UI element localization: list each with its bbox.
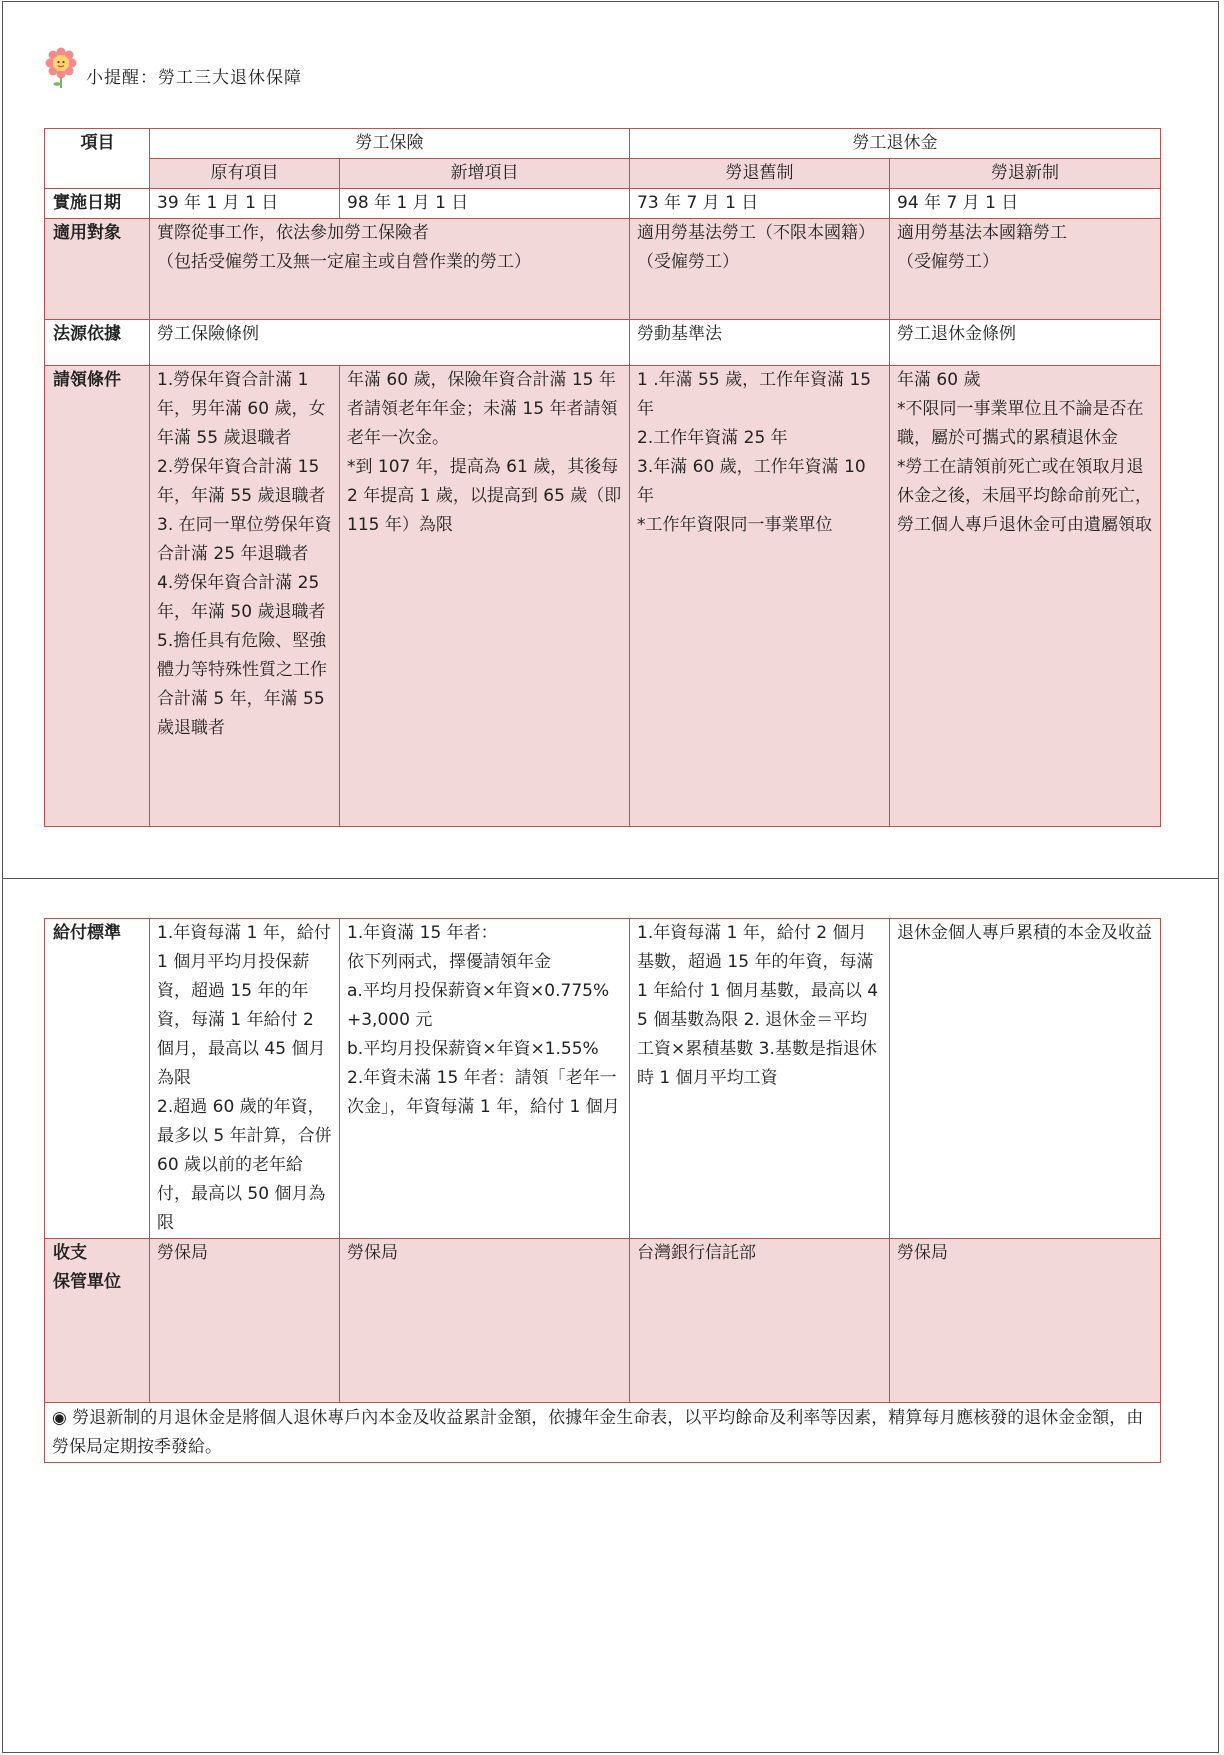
payment-cell-new-system: 退休金個人專戶累積的本金及收益 [890, 919, 1161, 1239]
condition-item: 年滿 60 歲，保險年資合計滿 15 年者請領老年年金；未滿 15 年者請領老年一次金。 [347, 370, 618, 448]
condition-item: *不限同一事業單位且不論是否在職，屬於可攜式的累積退休金 [897, 399, 1144, 448]
payment-item: 1.年資滿 15 年者： [347, 923, 498, 943]
payment-cell-old-system: 1.年資每滿 1 年，給付 2 個月基數，超過 15 年的年資，每滿 1 年給付 1 個月基數，最高以 45 個基數為限 2. 退休金＝平均工資×累積基數 3.基數是指退休時 1 個月平均工資 [630, 919, 890, 1239]
header-existing: 原有項目 [150, 159, 340, 189]
condition-item: 3. 在同一單位勞保年資合計滿 25 年退職者 [157, 515, 332, 564]
target-line: 適用勞基法本國籍勞工 [897, 223, 1067, 243]
condition-item: 1 .年滿 55 歲，工作年資滿 15 年 [637, 370, 872, 419]
target-cell-new [890, 219, 1161, 320]
date-cell: 39 年 1 月 1 日 [150, 189, 340, 219]
payment-cell-existing [150, 919, 340, 1239]
target-line: （受僱勞工） [637, 252, 739, 272]
target-line: 適用勞基法勞工（不限本國籍） [637, 223, 875, 243]
row-label-payment: 給付標準 [45, 919, 150, 1239]
target-cell-old [630, 219, 890, 320]
header-new: 新增項目 [340, 159, 630, 189]
payment-item: 2.超過 60 歲的年資，最多以 5 年計算，合併 60 歲以前的老年給付，最高以 50 個月為限 [157, 1097, 332, 1233]
condition-item: *工作年資限同一事業單位 [637, 515, 833, 535]
condition-item: 3.年滿 60 歲，工作年資滿 10 年 [637, 457, 866, 506]
date-cell: 94 年 7 月 1 日 [890, 189, 1161, 219]
row-label-custody [45, 1239, 150, 1403]
payment-item: b.平均月投保薪資×年資×1.55% [347, 1039, 599, 1059]
retirement-table-top [44, 128, 1161, 827]
custody-cell: 台灣銀行信託部 [630, 1239, 890, 1403]
header-item: 項目 [45, 129, 150, 189]
law-cell: 勞工保險條例 [150, 320, 630, 366]
target-line: （受僱勞工） [897, 252, 999, 272]
condition-cell-existing [150, 366, 340, 827]
law-cell: 勞動基準法 [630, 320, 890, 366]
condition-item: 2.勞保年資合計滿 15 年，年滿 55 歲退職者 [157, 457, 326, 506]
target-line: 實際從事工作，依法參加勞工保險者 [157, 223, 429, 243]
reminder-note [44, 46, 302, 90]
row-label-date: 實施日期 [45, 189, 150, 219]
condition-cell-old-system [630, 366, 890, 827]
custody-cell: 勞保局 [340, 1239, 630, 1403]
footnote: ◉ 勞退新制的月退休金是將個人退休專戶內本金及收益累計金額，依據年金生命表，以平均餘命及利率等因素，精算每月應核發的退休金金額，由勞保局定期按季發給。 [45, 1403, 1161, 1463]
condition-item: 2.工作年資滿 25 年 [637, 428, 788, 448]
custody-cell: 勞保局 [150, 1239, 340, 1403]
row-label-target: 適用對象 [45, 219, 150, 320]
condition-item: 4.勞保年資合計滿 25 年，年滿 50 歲退職者 [157, 573, 326, 622]
target-cell-insurance [150, 219, 630, 320]
row-label-condition: 請領條件 [45, 366, 150, 827]
date-cell: 98 年 1 月 1 日 [340, 189, 630, 219]
law-cell: 勞工退休金條例 [890, 320, 1161, 366]
condition-item: 年滿 60 歲 [897, 370, 981, 390]
payment-cell-new [340, 919, 630, 1239]
condition-item: 1.勞保年資合計滿 1 年，男年滿 60 歲，女年滿 55 歲退職者 [157, 370, 326, 448]
condition-item: 5.擔任具有危險、堅強體力等特殊性質之工作合計滿 5 年，年滿 55 歲退職者 [157, 631, 327, 738]
condition-cell-new [340, 366, 630, 827]
header-new-system: 勞退新制 [890, 159, 1161, 189]
payment-item: 1.年資每滿 1 年，給付 1 個月平均月投保薪資，超過 15 年的年資，每滿 1 年給付 2 個月，最高以 45 個月為限 [157, 923, 331, 1088]
reminder-title: 小提醒：勞工三大退休保障 [86, 67, 302, 88]
target-line: （包括受僱勞工及無一定雇主或自營作業的勞工） [157, 252, 531, 272]
row-label-law: 法源依據 [45, 320, 150, 366]
payment-item: 依下列兩式，擇優請領年金 [347, 952, 551, 972]
date-cell: 73 年 7 月 1 日 [630, 189, 890, 219]
custody-cell: 勞保局 [890, 1239, 1161, 1403]
condition-cell-new-system [890, 366, 1161, 827]
header-labor-pension: 勞工退休金 [630, 129, 1161, 159]
payment-item: 2.年資未滿 15 年者：請領「老年一次金」，年資每滿 1 年，給付 1 個月 [347, 1068, 620, 1117]
header-labor-insurance: 勞工保險 [150, 129, 630, 159]
condition-item: *到 107 年，提高為 61 歲，其後每 2 年提高 1 歲，以提高到 65 歲（即 115 年）為限 [347, 457, 622, 535]
custody-label-line: 保管單位 [53, 1272, 121, 1292]
payment-item: a.平均月投保薪資×年資×0.775% +3,000 元 [347, 981, 610, 1030]
header-old-system: 勞退舊制 [630, 159, 890, 189]
retirement-table-bottom [44, 918, 1161, 1463]
condition-item: *勞工在請領前死亡或在領取月退休金之後，未屆平均餘命前死亡，勞工個人專戶退休金可由遺屬領取 [897, 457, 1152, 535]
custody-label-line: 收支 [53, 1243, 87, 1263]
flower-icon [44, 46, 78, 90]
